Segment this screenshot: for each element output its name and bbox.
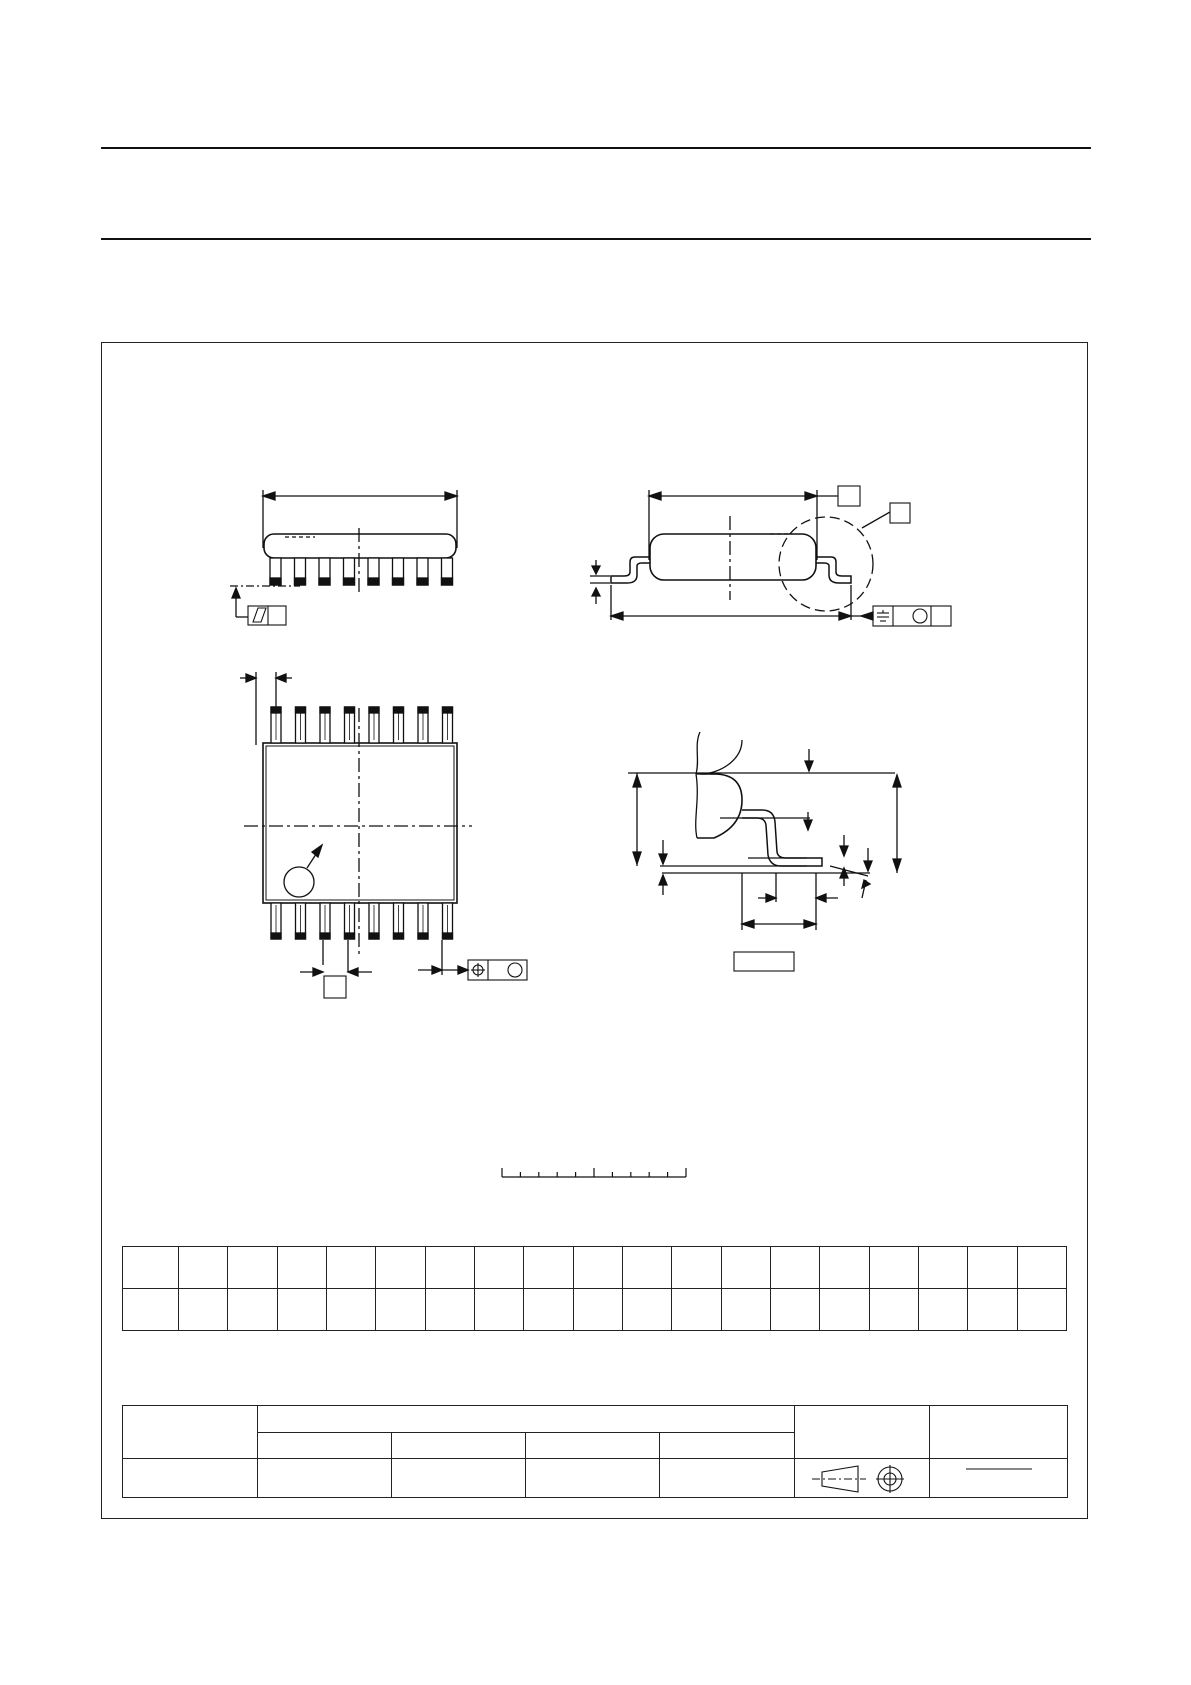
dimension-cell: [968, 1247, 1017, 1289]
position-symbol-icon: [471, 963, 485, 977]
top-pin: [271, 707, 281, 743]
dimension-cell: [123, 1247, 179, 1289]
dimension-cell: [622, 1247, 671, 1289]
dimension-table: [122, 1246, 1067, 1331]
ground-symbol-icon: [877, 610, 889, 621]
dimension-cell: [425, 1247, 474, 1289]
bottom-pin: [394, 903, 404, 939]
dimension-cell: [326, 1289, 375, 1331]
reference-extra-cell: [660, 1432, 795, 1459]
dimension-cell: [869, 1289, 918, 1331]
bottom-pin: [418, 903, 428, 939]
dimension-cell: [474, 1289, 523, 1331]
dimension-cell: [228, 1247, 277, 1289]
reference-jedec-cell: [392, 1432, 526, 1459]
dimension-cell: [376, 1289, 425, 1331]
dimension-cell: [869, 1247, 918, 1289]
dimension-cell: [918, 1289, 967, 1331]
dimension-cell: [622, 1289, 671, 1331]
dimension-cell: [820, 1289, 869, 1331]
side-view-end: [590, 486, 951, 626]
dimension-cell: [721, 1289, 770, 1331]
dimension-cell: [524, 1289, 573, 1331]
dimension-cell: [918, 1247, 967, 1289]
outline-version-table: [122, 1405, 1068, 1498]
dimension-cell: [425, 1289, 474, 1331]
outline-value-cell: [123, 1459, 258, 1498]
top-pin: [296, 707, 306, 743]
dimension-cell: [228, 1289, 277, 1331]
detail-view: [628, 732, 901, 971]
top-pin: [369, 707, 379, 743]
front-pin: [417, 558, 428, 585]
top-pin: [394, 707, 404, 743]
dimension-cell: [770, 1289, 819, 1331]
reference-iec-cell: [258, 1432, 392, 1459]
bottom-pin: [320, 903, 330, 939]
dimension-cell: [524, 1247, 573, 1289]
top-pin: [320, 707, 330, 743]
dimension-cell: [672, 1247, 721, 1289]
dimension-cell: [277, 1247, 326, 1289]
dimension-cell: [721, 1247, 770, 1289]
dimension-cell: [376, 1247, 425, 1289]
dimension-cell: [820, 1247, 869, 1289]
dimension-cell: [474, 1247, 523, 1289]
top-pin: [443, 707, 453, 743]
top-view: [240, 672, 527, 998]
dimension-cell: [968, 1289, 1017, 1331]
reference-eiaj-cell: [526, 1432, 660, 1459]
eiaj-value-cell: [526, 1459, 660, 1498]
dimension-cell: [326, 1247, 375, 1289]
pin-one-marker: [284, 867, 314, 897]
front-pins: [270, 558, 453, 585]
top-pin: [418, 707, 428, 743]
outline-version-cell: [123, 1406, 258, 1459]
references-header-cell: [258, 1406, 795, 1433]
projection-value-cell: [795, 1459, 930, 1498]
dimension-cell: [672, 1289, 721, 1331]
front-pin: [344, 558, 355, 585]
circle-symbol-icon: [913, 609, 927, 623]
dimension-cell: [179, 1289, 228, 1331]
front-pin: [319, 558, 330, 585]
dimension-cell: [179, 1247, 228, 1289]
circle-symbol-icon: [508, 963, 522, 977]
scale-bar: [502, 1168, 686, 1177]
bottom-pin: [271, 903, 281, 939]
jedec-value-cell: [392, 1459, 526, 1498]
front-pin: [270, 558, 281, 585]
front-pin: [393, 558, 404, 585]
dimension-cell: [1017, 1289, 1066, 1331]
front-pin: [442, 558, 453, 585]
dimension-row: [123, 1247, 1067, 1289]
dimension-cell: [573, 1289, 622, 1331]
top-pin: [345, 707, 355, 743]
dimension-row: [123, 1289, 1067, 1331]
bottom-pin: [296, 903, 306, 939]
issue-date-header-cell: [930, 1406, 1068, 1459]
flatness-symbol-icon: [253, 608, 266, 622]
bottom-pin: [443, 903, 453, 939]
dimension-cell: [573, 1247, 622, 1289]
iec-value-cell: [258, 1459, 392, 1498]
dimension-cell: [277, 1289, 326, 1331]
detail-label-box: [734, 952, 794, 971]
side-view-front: [230, 490, 457, 625]
bottom-pin: [369, 903, 379, 939]
dimension-cell: [123, 1289, 179, 1331]
extra-value-cell: [660, 1459, 795, 1498]
issue-date-value-cell: [930, 1459, 1068, 1498]
dimension-cell: [1017, 1247, 1066, 1289]
bottom-pin: [345, 903, 355, 939]
projection-header-cell: [795, 1406, 930, 1459]
top-pins: [271, 707, 453, 743]
front-pin: [295, 558, 306, 585]
front-pin: [368, 558, 379, 585]
bottom-pins: [271, 903, 453, 939]
dimension-cell: [770, 1247, 819, 1289]
